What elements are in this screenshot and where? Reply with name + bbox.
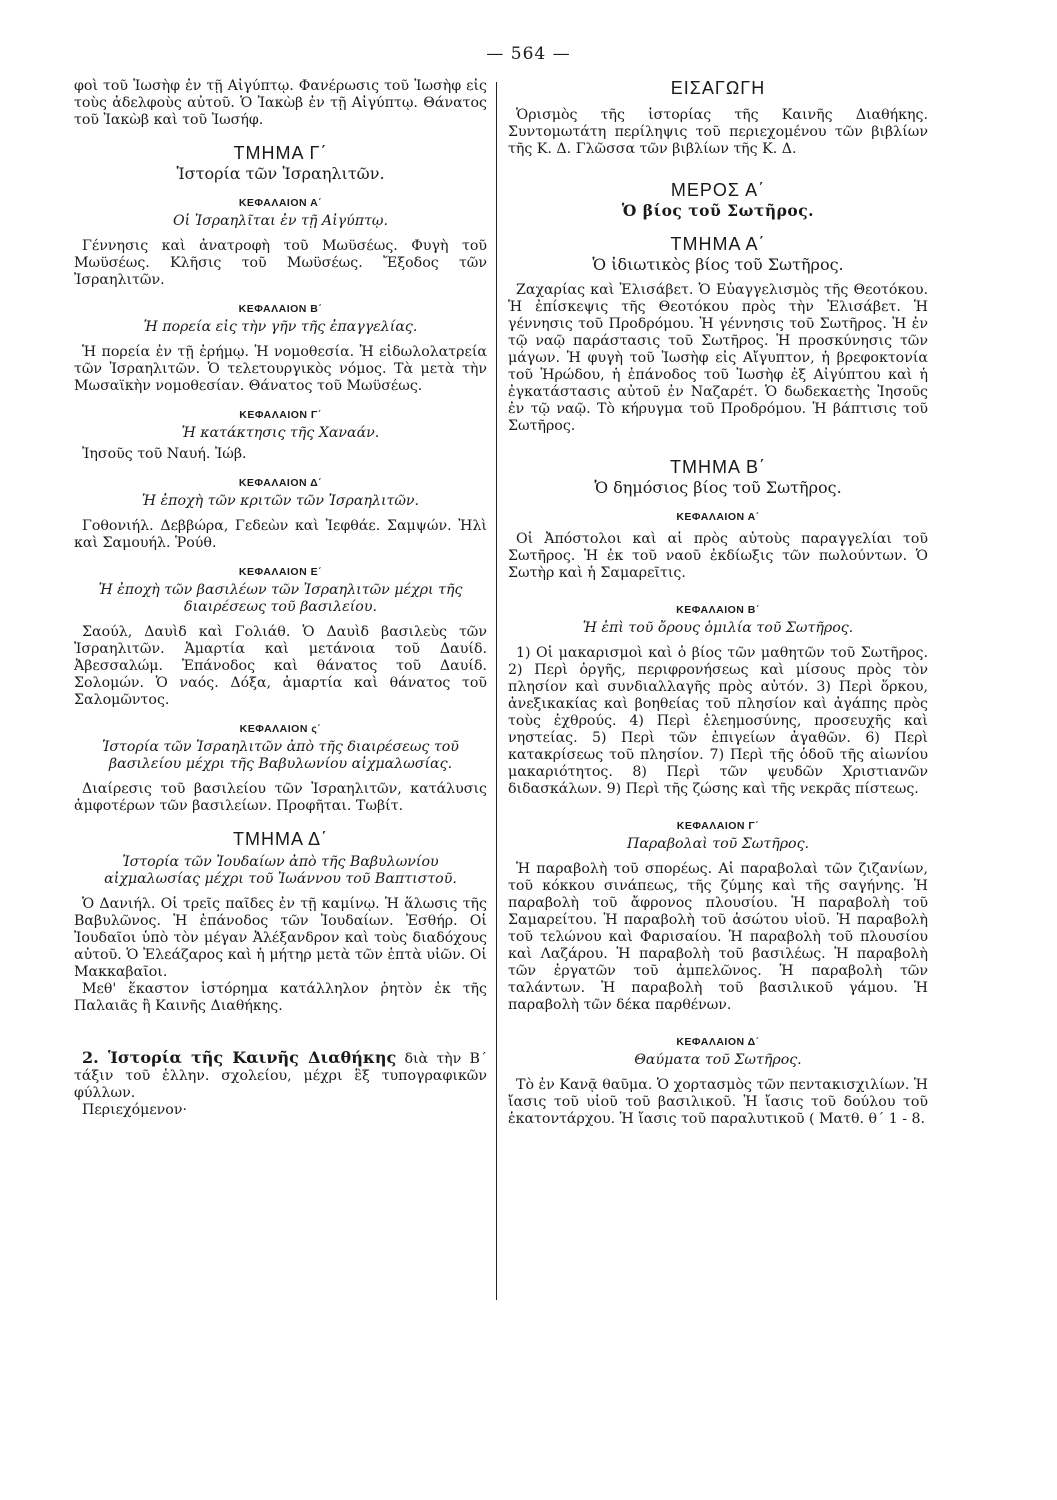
chapter-b-label: ΚΕΦΑΛΑΙΟΝ Β΄: [238, 303, 323, 315]
section-g-title: ΤΜΗΜΑ Γ΄: [233, 143, 328, 163]
chapter-e-title: Ἡ ἐποχὴ τῶν βασιλέων τῶν Ἰσραηλιτῶν μέχρι τῆς διαιρέσεως τοῦ βασιλείου.: [98, 582, 463, 615]
chapter-b-title: Ἡ πορεία εἰς τὴν γῆν τῆς ἐπαγγελίας.: [143, 319, 418, 335]
right-chapter-b-text: 1) Οἱ μακαρισμοὶ καὶ ὁ βίος τῶν μαθητῶν τοῦ Σωτῆρος. 2) Περὶ ὀργῆς, περιφρονήσεως καὶ μίσους πρὸς τὸν πλησίον καὶ συνδιαλλαγῆς πρὸς αὐτόν. 3) Περὶ ὅρκου, ἀνεξικακίας καὶ βοηθείας τοῦ πλησίον καὶ ἀγάπης πρὸς τοὺς ἐχθρούς. 4) Περὶ ἐλεημοσύνης, προσευχῆς καὶ νηστείας. 5) Περὶ τῶν ἐπιγείων ἀγαθῶν. 6) Περὶ κατακρίσεως τοῦ πλησίον. 7) Περὶ τῆς ὁδοῦ τῆς αἰωνίου μακαριότητος. 8) Περὶ τῶν ψευδῶν Χριστιανῶν διδασκάλων. 9) Περὶ τῆς ζώσης καὶ τῆς νεκρᾶς πίστεως.: [508, 645, 928, 797]
section-a-text: Ζαχαρίας καὶ Ἐλισάβετ. Ὁ Εὐαγγελισμὸς τῆς Θεοτόκου. Ἡ ἐπίσκεψις τῆς Θεοτόκου πρὸς τὴν Ἐλισάβετ. Ἡ γέννησις τοῦ Προδρόμου. Ἡ γέννησις τοῦ Σωτῆρος. Ἡ ἐν τῷ ναῷ παράστασις τοῦ Σωτῆρος. Ἡ προσκύνησις τῶν μάγων. Ἡ φυγὴ τοῦ Ἰωσὴφ εἰς Αἴγυπτον, ἡ βρεφοκτονία τοῦ Ἡρώδου, ἡ ἐπάνοδος τοῦ Ἰωσὴφ ἐξ Αἰγύπτου καὶ ἡ ἐγκατάστασις αὐτοῦ ἐν Ναζαρέτ. Ὁ δωδεκαετὴς Ἰησοῦς ἐν τῷ ναῷ. Τὸ κήρυγμα τοῦ Προδρόμου. Ἡ βάπτισις τοῦ Σωτῆρος.: [508, 282, 928, 434]
chapter-c-title: Ἡ κατάκτησις τῆς Χαναάν.: [181, 425, 380, 441]
section-a-subtitle: Ὁ ἰδιωτικὸς βίος τοῦ Σωτῆρος.: [592, 255, 844, 274]
right-chapter-a-text: Οἱ Ἀπόστολοι καὶ αἱ πρὸς αὐτοὺς παραγγελίαι τοῦ Σωτῆρος. Ἡ ἐκ τοῦ ναοῦ ἐκδίωξις τῶν πωλούντων. Ὁ Σωτὴρ καὶ ἡ Σαμαρεῖτις.: [508, 531, 928, 581]
left-column: [74, 78, 487, 1119]
right-chapter-c-text: Ἡ παραβολὴ τοῦ σπορέως. Αἱ παραβολαὶ τῶν ζιζανίων, τοῦ κόκκου σινάπεως, τῆς ζύμης καὶ τῆς σαγήνης. Ἡ παραβολὴ τοῦ ἄφρονος πλουσίου. Ἡ παραβολὴ τοῦ Σαμαρείτου. Ἡ παραβολὴ τοῦ ἀσώτου υἱοῦ. Ἡ παραβολὴ τοῦ τελώνου καὶ Φαρισαίου. Ἡ παραβολὴ τοῦ πλουσίου καὶ Λαζάρου. Ἡ παραβολὴ τοῦ βασιλέως. Ἡ παραβολὴ τῶν ἐργατῶν τοῦ ἀμπελῶνος. Ἡ παραβολὴ τῶν ταλάντων. Ἡ παραβολὴ τοῦ βασιλικοῦ γάμου. Ἡ παραβολὴ τῶν δέκα παρθένων.: [508, 861, 928, 1013]
section-d-title: ΤΜΗΜΑ Δ΄: [232, 829, 329, 849]
section-g-subtitle: Ἱστορία τῶν Ἰσραηλιτῶν.: [176, 164, 385, 183]
column-divider: [496, 82, 497, 1300]
item-2-contents: Περιεχόμενον·: [82, 1102, 187, 1118]
chapter-e-text: Σαούλ, Δαυὶδ καὶ Γολιάθ. Ὁ Δαυὶδ βασιλεὺς τῶν Ἰσραηλιτῶν. Ἁμαρτία καὶ μετάνοια τοῦ Δαυίδ. Ἀβεσσαλώμ. Ἐπάνοδος καὶ θάνατος τοῦ Δαυίδ. Σολομών. Ὁ ναός. Δόξα, ἁμαρτία καὶ θάνατος τοῦ Σαλομῶντος.: [74, 624, 487, 708]
chapter-f-label: ΚΕΦΑΛΑΙΟΝ ς΄: [239, 723, 322, 735]
page-number: — 564 —: [486, 44, 571, 64]
chapter-a-text: Γέννησις καὶ ἀνατροφὴ τοῦ Μωϋσέως. Φυγὴ τοῦ Μωϋσέως. Κλῆσις τοῦ Μωϋσέως. Ἔξοδος τῶν Ἰσραηλιτῶν.: [74, 238, 487, 288]
chapter-a-title: Οἱ Ἰσραηλῖται ἐν τῇ Αἰγύπτῳ.: [172, 213, 389, 229]
chapter-d-text: Γοθονιήλ. Δεββώρα, Γεδεὼν καὶ Ἰεφθάε. Σαμψών. Ἠλὶ καὶ Σαμουήλ. Ῥούθ.: [74, 518, 487, 551]
section-d-note: Μεθ' ἕκαστον ἱστόρημα κατάλληλον ῥητὸν ἐκ τῆς Παλαιᾶς ἢ Καινῆς Διαθήκης.: [74, 981, 487, 1014]
chapter-f-title: Ἱστορία τῶν Ἰσραηλιτῶν ἀπὸ τῆς διαιρέσεως τοῦ βασιλείου μέχρι τῆς Βαβυλωνίου αἰχμαλωσίας.: [102, 739, 459, 772]
chapter-d-label: ΚΕΦΑΛΑΙΟΝ Δ΄: [238, 477, 323, 489]
section-b-title: ΤΜΗΜΑ Β΄: [670, 457, 766, 477]
chapter-f-text: Διαίρεσις τοῦ βασιλείου τῶν Ἰσραηλιτῶν, κατάλυσις ἀμφοτέρων τῶν βασιλείων. Προφῆται. Τωβίτ.: [74, 781, 487, 814]
right-chapter-a-label: ΚΕΦΑΛΑΙΟΝ Α΄: [676, 511, 760, 523]
section-d-text: Ὁ Δανιήλ. Οἱ τρεῖς παῖδες ἐν τῇ καμίνῳ. Ἡ ἅλωσις τῆς Βαβυλῶνος. Ἡ ἐπάνοδος τῶν Ἰουδαίων. Ἐσθήρ. Οἱ Ἰουδαῖοι ὑπὸ τὸν μέγαν Ἀλέξανδρον καὶ τοὺς διαδόχους αὐτοῦ. Ὁ Ἐλεάζαρος καὶ ἡ μήτηρ μετὰ τῶν ἑπτὰ υἱῶν. Οἱ Μακκαβαῖοι.: [74, 896, 487, 980]
right-chapter-d-title: Θαύματα τοῦ Σωτῆρος.: [634, 1052, 802, 1068]
chapter-d-title: Ἡ ἐποχὴ τῶν κριτῶν τῶν Ἰσραηλιτῶν.: [141, 493, 420, 509]
item-2-text: διὰ τὴν Β΄ τάξιν τοῦ ἑλλην. σχολείου, μέχρι ἓξ τυπογραφικῶν φύλλων.: [74, 1051, 487, 1101]
right-chapter-b-label: ΚΕΦΑΛΑΙΟΝ Β΄: [676, 604, 760, 616]
left-intro-text: φοὶ τοῦ Ἰωσὴφ ἐν τῇ Αἰγύπτῳ. Φανέρωσις τοῦ Ἰωσὴφ εἰς τοὺς ἀδελφοὺς αὐτοῦ. Ὁ Ἰακὼβ ἐν τῇ Αἰγύπτῳ. Θάνατος τοῦ Ἰακὼβ καὶ τοῦ Ἰωσήφ.: [74, 78, 487, 128]
part-title: ΜΕΡΟΣ Α΄: [670, 180, 766, 200]
intro-title: ΕΙΣΑΓΩΓΗ: [670, 78, 766, 98]
chapter-c-text: Ἰησοῦς τοῦ Ναυή. Ἰώβ.: [82, 446, 247, 462]
right-chapter-b-title: Ἡ ἐπὶ τοῦ ὄρους ὁμιλία τοῦ Σωτῆρος.: [582, 620, 854, 636]
chapter-b-text: Ἡ πορεία ἐν τῇ ἐρήμῳ. Ἡ νομοθεσία. Ἡ εἰδωλολατρεία τῶν Ἰσραηλιτῶν. Ὁ τελετουργικὸς νόμος. Τὰ μετὰ τὴν Μωσαϊκὴν νομοθεσίαν. Θάνατος τοῦ Μωϋσέως.: [74, 344, 487, 394]
chapter-c-label: ΚΕΦΑΛΑΙΟΝ Γ΄: [239, 409, 322, 421]
section-b-subtitle: Ὁ δημόσιος βίος τοῦ Σωτῆρος.: [594, 478, 842, 497]
right-chapter-c-title: Παραβολαὶ τοῦ Σωτῆρος.: [626, 836, 810, 852]
section-a-title: ΤΜΗΜΑ Α΄: [670, 234, 766, 254]
part-subtitle: Ὁ βίος τοῦ Σωτῆρος.: [621, 201, 815, 220]
chapter-e-label: ΚΕΦΑΛΑΙΟΝ Ε΄: [238, 566, 323, 578]
right-chapter-c-label: ΚΕΦΑΛΑΙΟΝ Γ΄: [676, 820, 760, 832]
item-2-paragraph: [74, 1049, 487, 1102]
right-chapter-d-text: Τὸ ἐν Κανᾷ θαῦμα. Ὁ χορτασμὸς τῶν πεντακισχιλίων. Ἡ ἴασις τοῦ υἱοῦ τοῦ βασιλικοῦ. Ἡ ἴασις τοῦ δούλου τοῦ ἑκατοντάρχου. Ἡ ἴασις τοῦ παραλυτικοῦ ( Ματθ. θ΄ 1 - 8.: [508, 1077, 928, 1127]
item-2-label: 2. Ἱστορία τῆς Καινῆς Διαθήκης: [82, 1048, 397, 1067]
chapter-a-label: ΚΕΦΑΛΑΙΟΝ Α΄: [238, 197, 323, 209]
right-chapter-d-label: ΚΕΦΑΛΑΙΟΝ Δ΄: [676, 1036, 760, 1048]
intro-text: Ὁρισμὸς τῆς ἱστορίας τῆς Καινῆς Διαθήκης. Συντομωτάτη περίληψις τοῦ περιεχομένου τῶν βιβλίων τῆς Κ. Δ. Γλῶσσα τῶν βιβλίων τῆς Κ. Δ.: [508, 107, 928, 157]
section-d-subtitle: Ἱστορία τῶν Ἰουδαίων ἀπὸ τῆς Βαβυλωνίου αἰχμαλωσίας μέχρι τοῦ Ἰωάννου τοῦ Βαπτιστοῦ.: [104, 854, 457, 887]
right-column: [508, 78, 928, 1128]
